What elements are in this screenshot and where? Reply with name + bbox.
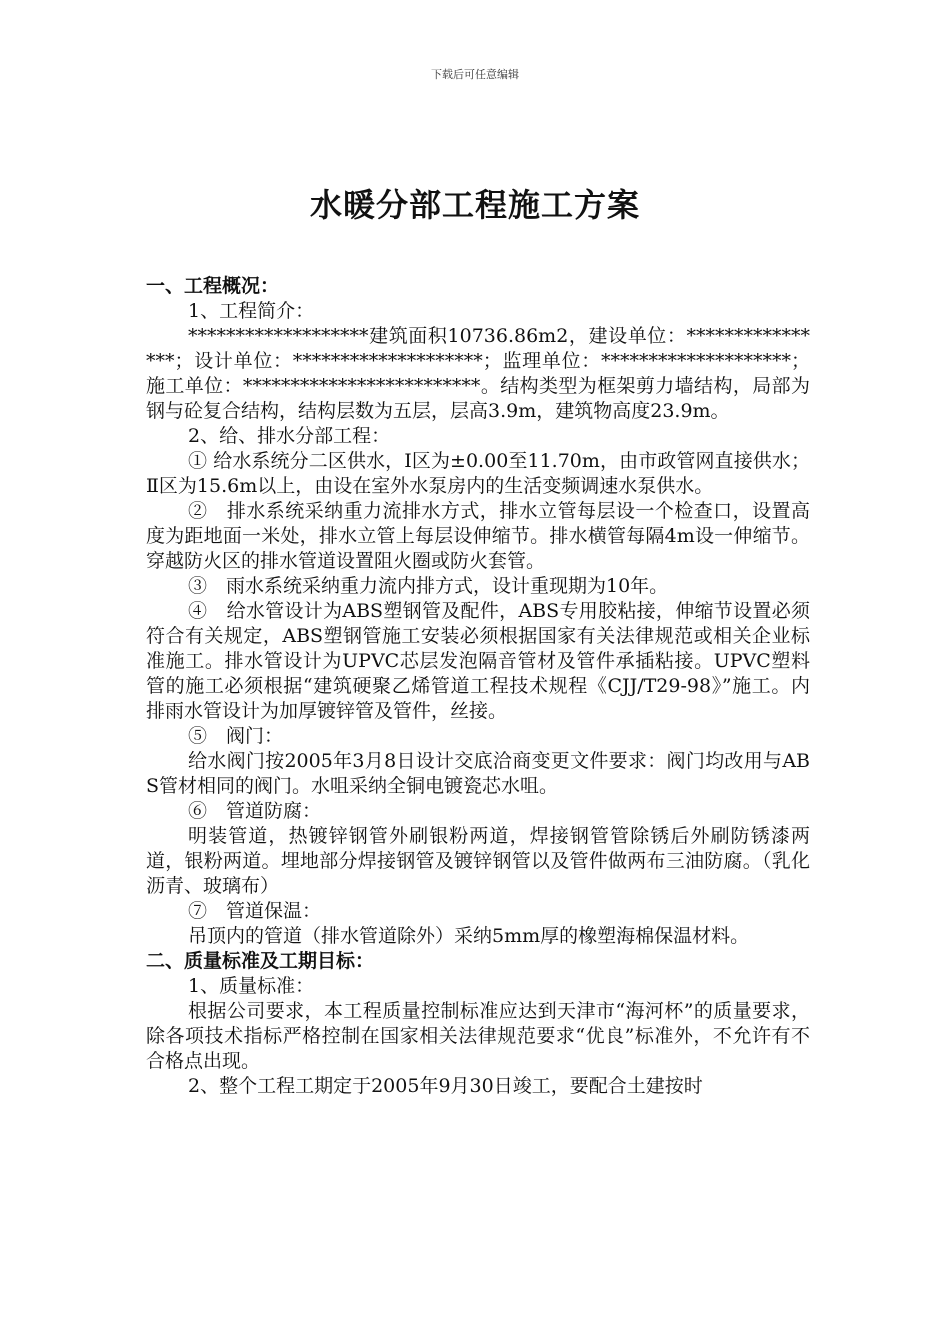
paragraph: 明装管道，热镀锌钢管外刷银粉两道，焊接钢管管除锈后外刷防锈漆两道，银粉两道。埋地部分焊接钢管及镀锌钢管以及管件做两布三油防腐。（乳化沥青、玻璃布）: [146, 825, 810, 897]
document-body: [146, 274, 810, 1099]
subheading: 2、给、排水分部工程：: [188, 425, 391, 447]
paragraph: 根据公司要求，本工程质量控制标准应达到天津市“海河杯”的质量要求，除各项技术指标严格控制在国家相关法律规范要求“优良”标准外，不允许有不合格点出现。: [146, 1000, 810, 1072]
paragraph: 2、整个工程工期定于2005年9月30日竣工，要配合土建按时: [188, 1075, 703, 1097]
paragraph: ① 给水系统分二区供水，Ⅰ区为±0.00至11.70m，由市政管网直接供水；Ⅱ区为15.6m以上，由设在室外水泵房内的生活变频调速水泵供水。: [146, 450, 810, 497]
header-note: 下载后可任意编辑: [431, 68, 519, 81]
paragraph: *******************建筑面积10736.86m2，建设单位：****************；设计单位：********************；监理单位：********************；施工单位：*************************。结构类型为框架剪力墙结构，局部为钢与砼复合结构，结构层数为五层，层高3.9m，建筑物高度23.9m。: [146, 325, 810, 422]
paragraph: 吊顶内的管道（排水管道除外）采纳5mm厚的橡塑海棉保温材料。: [188, 925, 750, 947]
subheading: 1、工程简介：: [188, 300, 315, 322]
subheading: ⑥ 管道防腐：: [188, 800, 322, 822]
subheading: 1、质量标准：: [188, 975, 315, 997]
subheading: ⑤ 阀门：: [188, 725, 284, 747]
section-heading: 二、质量标准及工期目标：: [146, 950, 375, 972]
paragraph: ② 排水系统采纳重力流排水方式，排水立管每层设一个检查口，设置高度为距地面一米处，排水立管上每层设伸缩节。排水横管每隔4m设一伸缩节。穿越防火区的排水管道设置阻火圈或防火套管。: [146, 500, 810, 572]
paragraph: 给水阀门按2005年3月8日设计交底洽商变更文件要求：阀门均改用与ABS管材相同的阀门。水咀采纳全铜电镀瓷芯水咀。: [146, 750, 810, 797]
document-title: 水暖分部工程施工方案: [309, 186, 640, 224]
paragraph: ③ 雨水系统采纳重力流内排方式，设计重现期为10年。: [188, 575, 669, 597]
section-heading: 一、工程概况：: [146, 275, 280, 297]
subheading: ⑦ 管道保温：: [188, 900, 322, 922]
paragraph: ④ 给水管设计为ABS塑钢管及配件，ABS专用胶粘接，伸缩节设置必须符合有关规定，ABS塑钢管施工安装必须根据国家有关法律规范或相关企业标准施工。排水管设计为UPVC芯层发泡隔音管材及管件承插粘接。UPVC塑料管的施工必须根据“建筑硬聚乙烯管道工程技术规程《CJJ/T29-98》”施工。内排雨水管设计为加厚镀锌管及管件，丝接。: [146, 600, 810, 722]
